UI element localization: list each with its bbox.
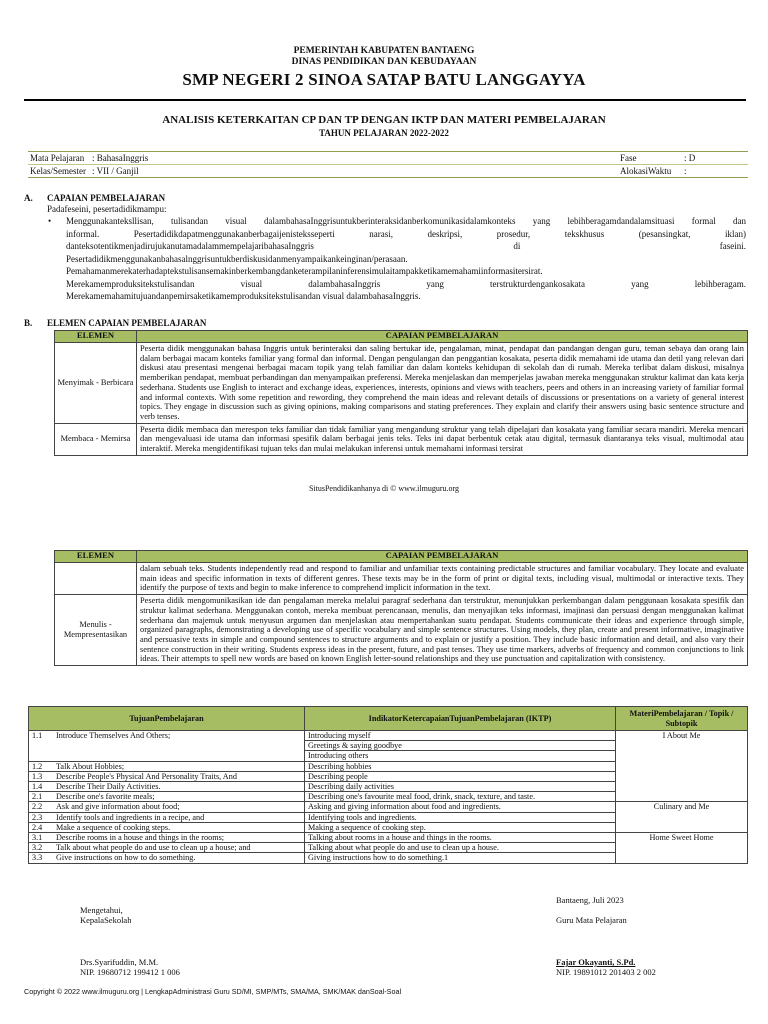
cp-line: informal. Pesertadidikdapatmenggunakanberbagaijenisteksseperti narasi, deskripsi, prosedur, tekskhusus (pesansingkat, iklan) bbox=[66, 228, 746, 239]
cp-cell: dalam sebuah teks. Students independently read and respond to familiar and unfamiliar texts containing predictable structures and familiar vocabulary. They locate and evaluate main ideas and specific information in texts of different genres. These texts may be in the form of print or digital texts, including visual, multimodal or interactive texts. They identify the purpose of texts and begin to make inference to comprehend implicit information in the text. bbox=[137, 563, 748, 595]
tp-cell: 3.2 Talk about what people do and use to clean up a house; and bbox=[29, 843, 305, 853]
cp-cell: Peserta didik membaca dan merespon teks familiar dan tidak familiar yang mengandung struktur yang telah dipelajari dan kosakata yang familiar secara mandiri. Mereka mencari dan mengevaluasi ide utama dan informasi spesifik dalam berbagai jenis teks. Teks ini dapat berbentuk cetak atau digital, termasuk diantaranya teks visual, multimodal atau interaktif. Mereka mengidentifikasi tujuan teks dan mulai melakukan inferensi untuk memahami informasi tersirat bbox=[137, 423, 748, 455]
iktp-cell: Asking and giving information about food and ingredients. bbox=[305, 802, 616, 812]
tp-cell: 1.3 Describe People's Physical And Personality Traits, And bbox=[29, 771, 305, 781]
cp-line: Pesertadidikmenggunakanbahasalnggrisuntukberdiskusidanmenyampaikankeinginan/perasaan. bbox=[66, 253, 408, 264]
fase-value: : D bbox=[684, 153, 696, 163]
academic-year: TAHUN PELAJARAN 2022-2022 bbox=[319, 128, 449, 138]
tp-cell: 3.3 Give instructions on how to do something. bbox=[29, 853, 305, 863]
alokasi-label: AlokasiWaktu bbox=[620, 166, 672, 176]
iktp-cell: Describing one's favourite meal food, drink, snack, texture, and taste. bbox=[305, 792, 616, 802]
principal-name: Drs.Syarifuddin, M.M. bbox=[80, 957, 159, 967]
table-row bbox=[29, 731, 748, 741]
info-row-mapel bbox=[28, 151, 748, 165]
watermark-text: SitusPendidikanhanya di © www.ilmuguru.org bbox=[308, 484, 460, 493]
col-header-iktp: IndikatorKetercapaianTujuanPembelajaran (IKTP) bbox=[305, 707, 616, 731]
col-header-elemen: ELEMEN bbox=[55, 331, 137, 343]
alokasi-value: : bbox=[684, 166, 687, 176]
iktp-cell: Making a sequence of cooking step. bbox=[305, 822, 616, 832]
tp-cell: 2.1 Describe one's favorite meals; bbox=[29, 792, 305, 802]
materi-cell: Culinary and Me bbox=[616, 802, 748, 833]
principal-role: KepalaSekolah bbox=[80, 915, 132, 925]
kelas-value: : VII / Ganjil bbox=[92, 166, 139, 176]
header-rule bbox=[24, 99, 746, 101]
section-b-number: B. bbox=[24, 318, 33, 328]
tp-cell: 3.1 Describe rooms in a house and things in the rooms; bbox=[29, 833, 305, 843]
iktp-cell: Talking about what people do and use to clean up a house. bbox=[305, 843, 616, 853]
section-a-title: CAPAIAN PEMBELAJARAN bbox=[47, 193, 166, 203]
teacher-name: Fajar Okayanti, S.Pd. bbox=[556, 957, 636, 967]
table-row bbox=[55, 595, 748, 666]
col-header-materi: MateriPembelajaran / Topik / Subtopik bbox=[616, 707, 748, 731]
document-title: ANALISIS KETERKAITAN CP DAN TP DENGAN IKTP DAN MATERI PEMBELAJARAN bbox=[162, 114, 606, 126]
cp-line: Merekamemproduksitekstulisandan visual dalambahasaInggris yang terstrukturdengankosakata yang lebihberagam. bbox=[66, 278, 746, 289]
elemen-cell: Menulis - Mempresentasikan bbox=[55, 595, 137, 666]
principal-nip: NIP. 19680712 199412 1 006 bbox=[80, 967, 180, 977]
mapel-value: : BahasaInggris bbox=[92, 153, 149, 163]
dept-header: DINAS PENDIDIKAN DAN KEBUDAYAAN bbox=[291, 57, 477, 67]
iktp-cell: Giving instructions how to do something.1 bbox=[305, 853, 616, 863]
elemen-cell: Membaca - Memirsa bbox=[55, 423, 137, 455]
col-header-elemen: ELEMEN bbox=[55, 551, 137, 563]
bullet-marker: • bbox=[48, 216, 52, 226]
tp-cell: 1.2 Talk About Hobbies; bbox=[29, 761, 305, 771]
table-row bbox=[55, 423, 748, 455]
elemen-cell: Menyimak - Berbicara bbox=[55, 343, 137, 424]
section-a-intro: Padafeseini, pesertadidikmampu: bbox=[47, 204, 167, 214]
section-a-paragraph bbox=[66, 215, 746, 303]
teacher-nip: NIP. 19891012 201403 2 002 bbox=[556, 967, 656, 977]
cp-table-2 bbox=[54, 550, 748, 666]
tp-cell: 2.3 Identify tools and ingredients in a recipe, and bbox=[29, 812, 305, 822]
copyright-footer: Copyright © 2022 www.ilmuguru.org | LengkapAdministrasi Guru SD/MI, SMP/MTs, SMA/MA, SMK/MAK danSoal-Soal bbox=[24, 987, 402, 996]
materi-cell: Home Sweet Home bbox=[616, 833, 748, 864]
cp-cell: Peserta didik mengomunikasikan ide dan pengalaman mereka melalui paragraf sederhana dan terstruktur, menunjukkan perkembangan dalam penggunaan kosakata spesifik dan struktur kalimat sederhana. Menggunakan contoh, mereka membuat perencanaan, menulis, dan menyajikan teks informasi, imajinasi dan persuasi dengan menggunakan kalimat sederhana dan majemuk untuk menyusun argumen dan menjelaskan atau mempertahankan suatu pendapat. Students communicate their ideas and experience through simple, organized paragraphs, demonstrating a developing use of specific vocabulary and simple sentence structures. Using models, they plan, create and present informative, imaginative and persuasive texts in simple and compound sentences to structure arguments and to explain or justify a position. They include basic information and detail, and also vary their sentence construction in their writing. Students express ideas in the present, future, and past tenses. They use time markers, adverbs of frequency and common conjunctions to link ideas. Their attempts to spell new words are based on known English letter-sound relationships and they use punctuation and capitalization with consistency. bbox=[137, 595, 748, 666]
cp-line: danteksotentikmenjadirujukanutamadalammempelajaribahasaInggris di faseini. bbox=[66, 241, 746, 251]
iktp-cell: Introducing others bbox=[305, 751, 616, 761]
gov-header: PEMERINTAH KABUPATEN BANTAENG bbox=[293, 46, 475, 56]
tp-cell: 1.1 Introduce Themselves And Others; bbox=[29, 731, 305, 762]
iktp-cell: Greetings & saying goodbye bbox=[305, 741, 616, 751]
table-row bbox=[55, 343, 748, 424]
cp-line: Pemahamanmerekaterhadaptekstulisansemakinberkembangdanketerampilaninferensimulaitampakketikamemahamiinformasitersirat. bbox=[66, 266, 543, 276]
iktp-cell: Talking about rooms in a house and things in the rooms. bbox=[305, 833, 616, 843]
table-row bbox=[29, 833, 748, 843]
col-header-cp: CAPAIAN PEMBELAJARAN bbox=[137, 551, 748, 563]
iktp-cell: Identifying tools and ingredients. bbox=[305, 812, 616, 822]
iktp-cell: Describing daily activities bbox=[305, 782, 616, 792]
elemen-cell bbox=[55, 563, 137, 595]
section-a-number: A. bbox=[24, 193, 33, 203]
materi-cell: I About Me bbox=[616, 731, 748, 802]
col-header-cp: CAPAIAN PEMBELAJARAN bbox=[137, 331, 748, 343]
cp-line: Menggunakanteksllisan, tulisandan visual dalambahasaInggrisuntukberinteraksidanberkomunikasidalamkonteks yang lebihberagamdandalamsituasi formal dan bbox=[66, 216, 746, 226]
fase-label: Fase bbox=[620, 153, 637, 163]
cp-line: Merekamemahamitujuandanpemirsaketikamemproduksitekstulisandan visual dalambahasaInggris. bbox=[66, 291, 421, 301]
table-row bbox=[29, 802, 748, 812]
school-name: SMP NEGERI 2 SINOA SATAP BATU LANGGAYYA bbox=[182, 70, 586, 89]
table-row bbox=[55, 563, 748, 595]
cp-table-1 bbox=[54, 330, 748, 456]
iktp-cell: Introducing myself bbox=[305, 731, 616, 741]
section-b-title: ELEMEN CAPAIAN PEMBELAJARAN bbox=[47, 318, 207, 328]
tp-table bbox=[28, 706, 748, 864]
place-date: Bantaeng, Juli 2023 bbox=[556, 895, 624, 905]
info-block bbox=[28, 151, 748, 178]
mapel-label: Mata Pelajaran bbox=[30, 153, 85, 163]
cp-cell: Peserta didik menggunakan bahasa Inggris untuk berinteraksi dan saling bertukar ide, pengalaman, minat, pendapat dan pandangan dengan guru, teman sebaya dan orang lain dalam berbagai macam konteks familiar yang formal dan informal. Dengan pengulangan dan penggantian kosakata, peserta didik memahami ide utama dan detil yang relevan dari diskusi atau presentasi mengenai berbagai macam topik yang telah familiar dan dalam konteks kehidupan di sekolah dan di rumah. Mereka terlibat dalam diskusi, misalnya memberikan pendapat, membuat perbandingan dan menyampaikan preferensi. Mereka menjelaskan dan memperjelas jawaban mereka menggunakan struktur kalimat dan kata kerja sederhana. Students use English to interact and exchange ideas, experiences, interests, opinions and views with teachers, peers and others in an increasing variety of familiar formal and informal contexts. With some repetition and rewording, they comprehend the main ideas and relevant details of discussions or presentations on a variety of general interest topics. They engage in discussion such as giving opinions, making comparisons and stating preferences. They explain and clarify their answers using basic sentence structure and verb tenses. bbox=[137, 343, 748, 424]
acknowledged-label: Mengetahui, bbox=[80, 905, 123, 915]
tp-cell: 2.2 Ask and give information about food; bbox=[29, 802, 305, 812]
iktp-cell: Describing people bbox=[305, 771, 616, 781]
kelas-label: Kelas/Semester bbox=[30, 166, 86, 176]
tp-cell: 1.4 Describe Their Daily Activities. bbox=[29, 782, 305, 792]
info-row-kelas bbox=[28, 165, 748, 178]
iktp-cell: Describing hobbies bbox=[305, 761, 616, 771]
tp-cell: 2.4 Make a sequence of cooking steps. bbox=[29, 822, 305, 832]
teacher-role: Guru Mata Pelajaran bbox=[556, 915, 627, 925]
col-header-tp: TujuanPembelajaran bbox=[29, 707, 305, 731]
